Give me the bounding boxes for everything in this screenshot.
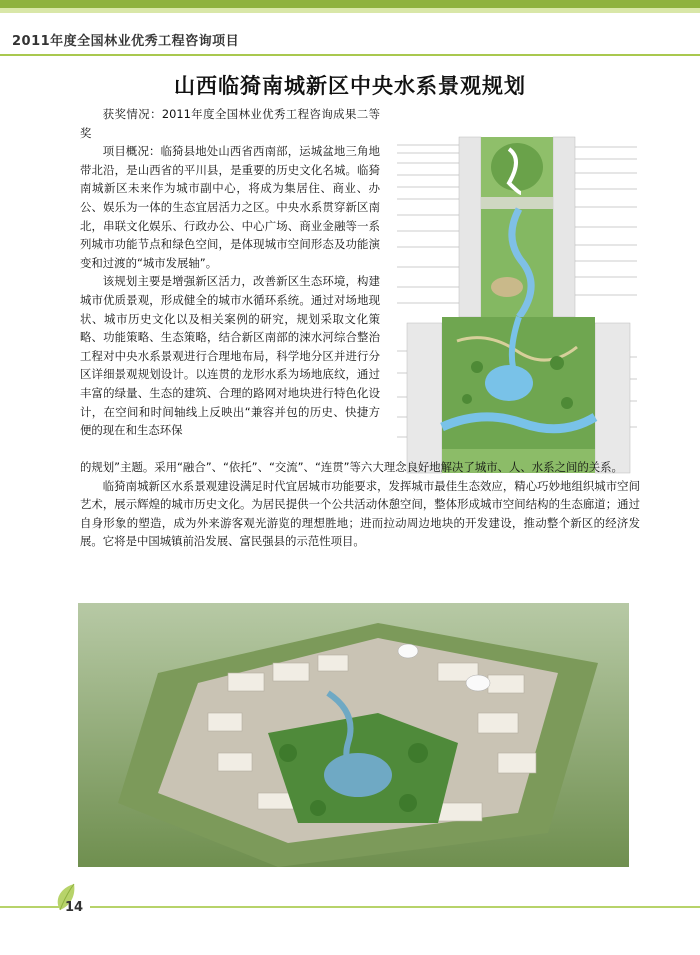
aerial-rendering-image: [78, 603, 629, 867]
award-paragraph: 获奖情况：2011年度全国林业优秀工程咨询成果二等奖: [80, 107, 380, 140]
header-stripe: [0, 0, 700, 8]
article-full-text: [80, 458, 640, 551]
overview-paragraph: 项目概况：临猗县地处山西省西南部，运城盆地三角地带北沿，是山西省的平川县，是重要的历史文化名城。临猗南城新区未来作为城市副中心，将成为集居住、商业、办公、娱乐为一体的生态宜居活力之区。中央水系贯穿新区南北，串联文化娱乐、行政办公、中心广场、商业金融等一系列城市功能节点和绿色空间，是体现城市空间形态及功能演变和过渡的“城市发展轴”。: [80, 144, 380, 270]
header-bar: [0, 0, 700, 30]
article-title: 山西临猗南城新区中央水系景观规划: [174, 74, 526, 98]
publication-title: 2011年度全国林业优秀工程咨询项目: [12, 34, 240, 49]
footer-divider-left: [0, 906, 60, 908]
theme-paragraph: 的规划”主题。采用“融合”、“依托”、“交流”、“连贯”等六大理念良好地解决了城市、人、水系之间的关系。: [80, 460, 623, 474]
page-number: 14: [65, 900, 84, 915]
header-divider: [0, 54, 700, 56]
footer-divider-right: [90, 906, 700, 908]
header-stripe-light: [0, 8, 700, 13]
summary-paragraph: 临猗南城新区水系景观建设满足时代宜居城市功能要求，发挥城市最佳生态效应，精心巧妙地组织城市空间艺术，展示辉煌的城市历史文化。为居民提供一个公共活动休憩空间，整体形成城市空间结构的生态廊道；通过自身形象的塑造，成为外来游客观光游览的理想胜地；进而拉动周边地块的开发建设，推动整个新区的经济发展。它将是中国城镇前沿发展、富民强县的示范性项目。: [80, 478, 640, 549]
plan-paragraph: 该规划主要是增强新区活力，改善新区生态环境，构建城市优质景观，形成健全的城市水循环系统。通过对场地现状、城市历史文化以及相关案例的研究，规划采取文化策略、功能策略、生态策略，结合新区南部的涑水河综合整治工程对中央水系景观进行合理地布局，科学地分区并进行分区详细景观规划设计。以连贯的龙形水系为场地底纹，通过丰富的绿量、生态的建筑、合理的路网对地块进行特色化设计，在空间和时间轴线上反映出“兼容并包的历史、快捷方便的现在和生态环保: [80, 274, 380, 438]
master-plan-image: [397, 127, 637, 479]
article-column-text: [80, 105, 380, 440]
